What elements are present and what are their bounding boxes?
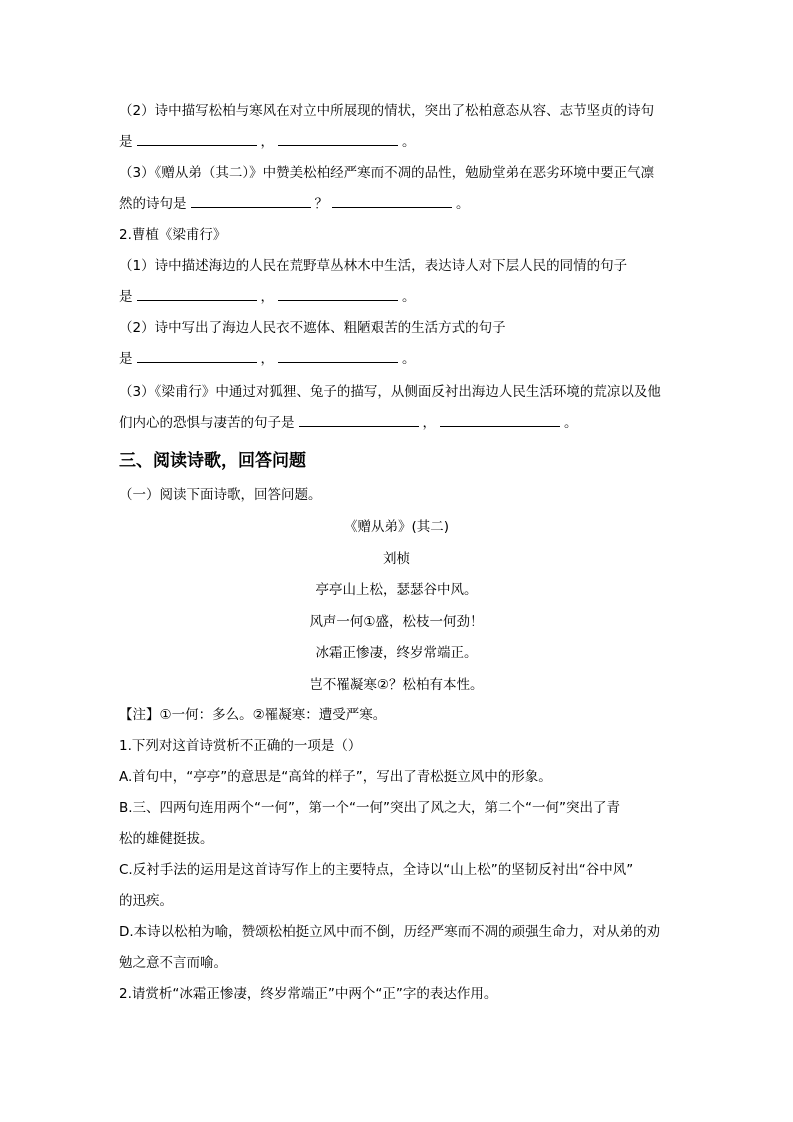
- poem-note: 【注】①一何：多么。②罹凝寒：遭受严寒。: [119, 707, 387, 723]
- answer-blank[interactable]: [137, 349, 257, 363]
- poem-line: 风声一何①盛，松枝一何劲！: [309, 614, 484, 630]
- poem-line: 岂不罹凝寒②？松柏有本性。: [309, 677, 484, 693]
- option-c[interactable]: C.反衬手法的运用是这首诗写作上的主要特点，全诗以“山上松”的坚韧反衬出“谷中风”: [119, 862, 634, 878]
- poem-author: 刘桢: [383, 551, 410, 567]
- question-text: （3）《梁甫行》中通过对狐狸、兔子的描写，从侧面反衬出海边人民生活环境的荒凉以及他: [119, 384, 661, 400]
- question-text: （1）诗中描述海边的人民在荒野草丛林木中生活，表达诗人对下层人民的同情的句子: [119, 258, 628, 274]
- question-text: 2.请赏析“冰霜正惨凄，终岁常端正”中两个“正”字的表达作用。: [119, 986, 498, 1002]
- answer-blank[interactable]: [191, 194, 311, 208]
- answer-blank[interactable]: [332, 194, 452, 208]
- section-heading: 三、阅读诗歌，回答问题: [119, 451, 306, 471]
- question-text: （2）诗中写出了海边人民衣不遮体、粗陋艰苦的生活方式的句子: [119, 320, 506, 336]
- answer-blank[interactable]: [278, 132, 398, 146]
- poem-line: 亭亭山上松，瑟瑟谷中风。: [315, 582, 478, 598]
- option-c-cont: 的迅疾。: [119, 893, 173, 909]
- subsection-title: 2.曹植《梁甫行》: [119, 227, 227, 243]
- poem-line: 冰霜正惨凄，终岁常端正。: [315, 645, 478, 661]
- option-a[interactable]: A.首句中，“亭亭”的意思是“高耸的样子”，写出了青松挺立风中的形象。: [119, 769, 552, 785]
- fill-in-line: 们内心的恐惧与凄苦的句子是 ， 。: [119, 415, 578, 431]
- answer-blank[interactable]: [299, 413, 419, 427]
- answer-blank[interactable]: [278, 287, 398, 301]
- poem-title: 《赠从弟》(其二): [343, 519, 450, 535]
- question-text: （3）《赠从弟（其二）》中赞美松柏经严寒而不凋的品性，勉励堂弟在恶劣环境中要正气凛: [119, 165, 655, 181]
- option-d[interactable]: D.本诗以松柏为喻，赞颂松柏挺立风中而不倒，历经严寒而不凋的顽强生命力，对从弟的劝: [119, 924, 661, 940]
- answer-blank[interactable]: [278, 349, 398, 363]
- fill-in-line: 是 ， 。: [119, 134, 416, 150]
- section-intro: （一）阅读下面诗歌，回答问题。: [119, 487, 322, 503]
- option-b[interactable]: B.三、四两句连用两个“一何”，第一个“一何”突出了风之大，第二个“一何”突出了青: [119, 800, 621, 816]
- fill-in-line: 是 ， 。: [119, 351, 416, 367]
- option-d-cont: 勉之意不言而喻。: [119, 955, 227, 971]
- fill-in-line: 然的诗句是 ？ 。: [119, 196, 470, 212]
- answer-blank[interactable]: [137, 287, 257, 301]
- answer-blank[interactable]: [137, 132, 257, 146]
- answer-blank[interactable]: [440, 413, 560, 427]
- question-text: 1.下列对这首诗赏析不正确的一项是（）: [119, 738, 362, 754]
- question-text: （2）诗中描写松柏与寒风在对立中所展现的情状，突出了松柏意态从容、志节坚贞的诗句: [119, 103, 655, 119]
- option-b-cont: 松的雄健挺拔。: [119, 831, 214, 847]
- fill-in-line: 是 ， 。: [119, 289, 416, 305]
